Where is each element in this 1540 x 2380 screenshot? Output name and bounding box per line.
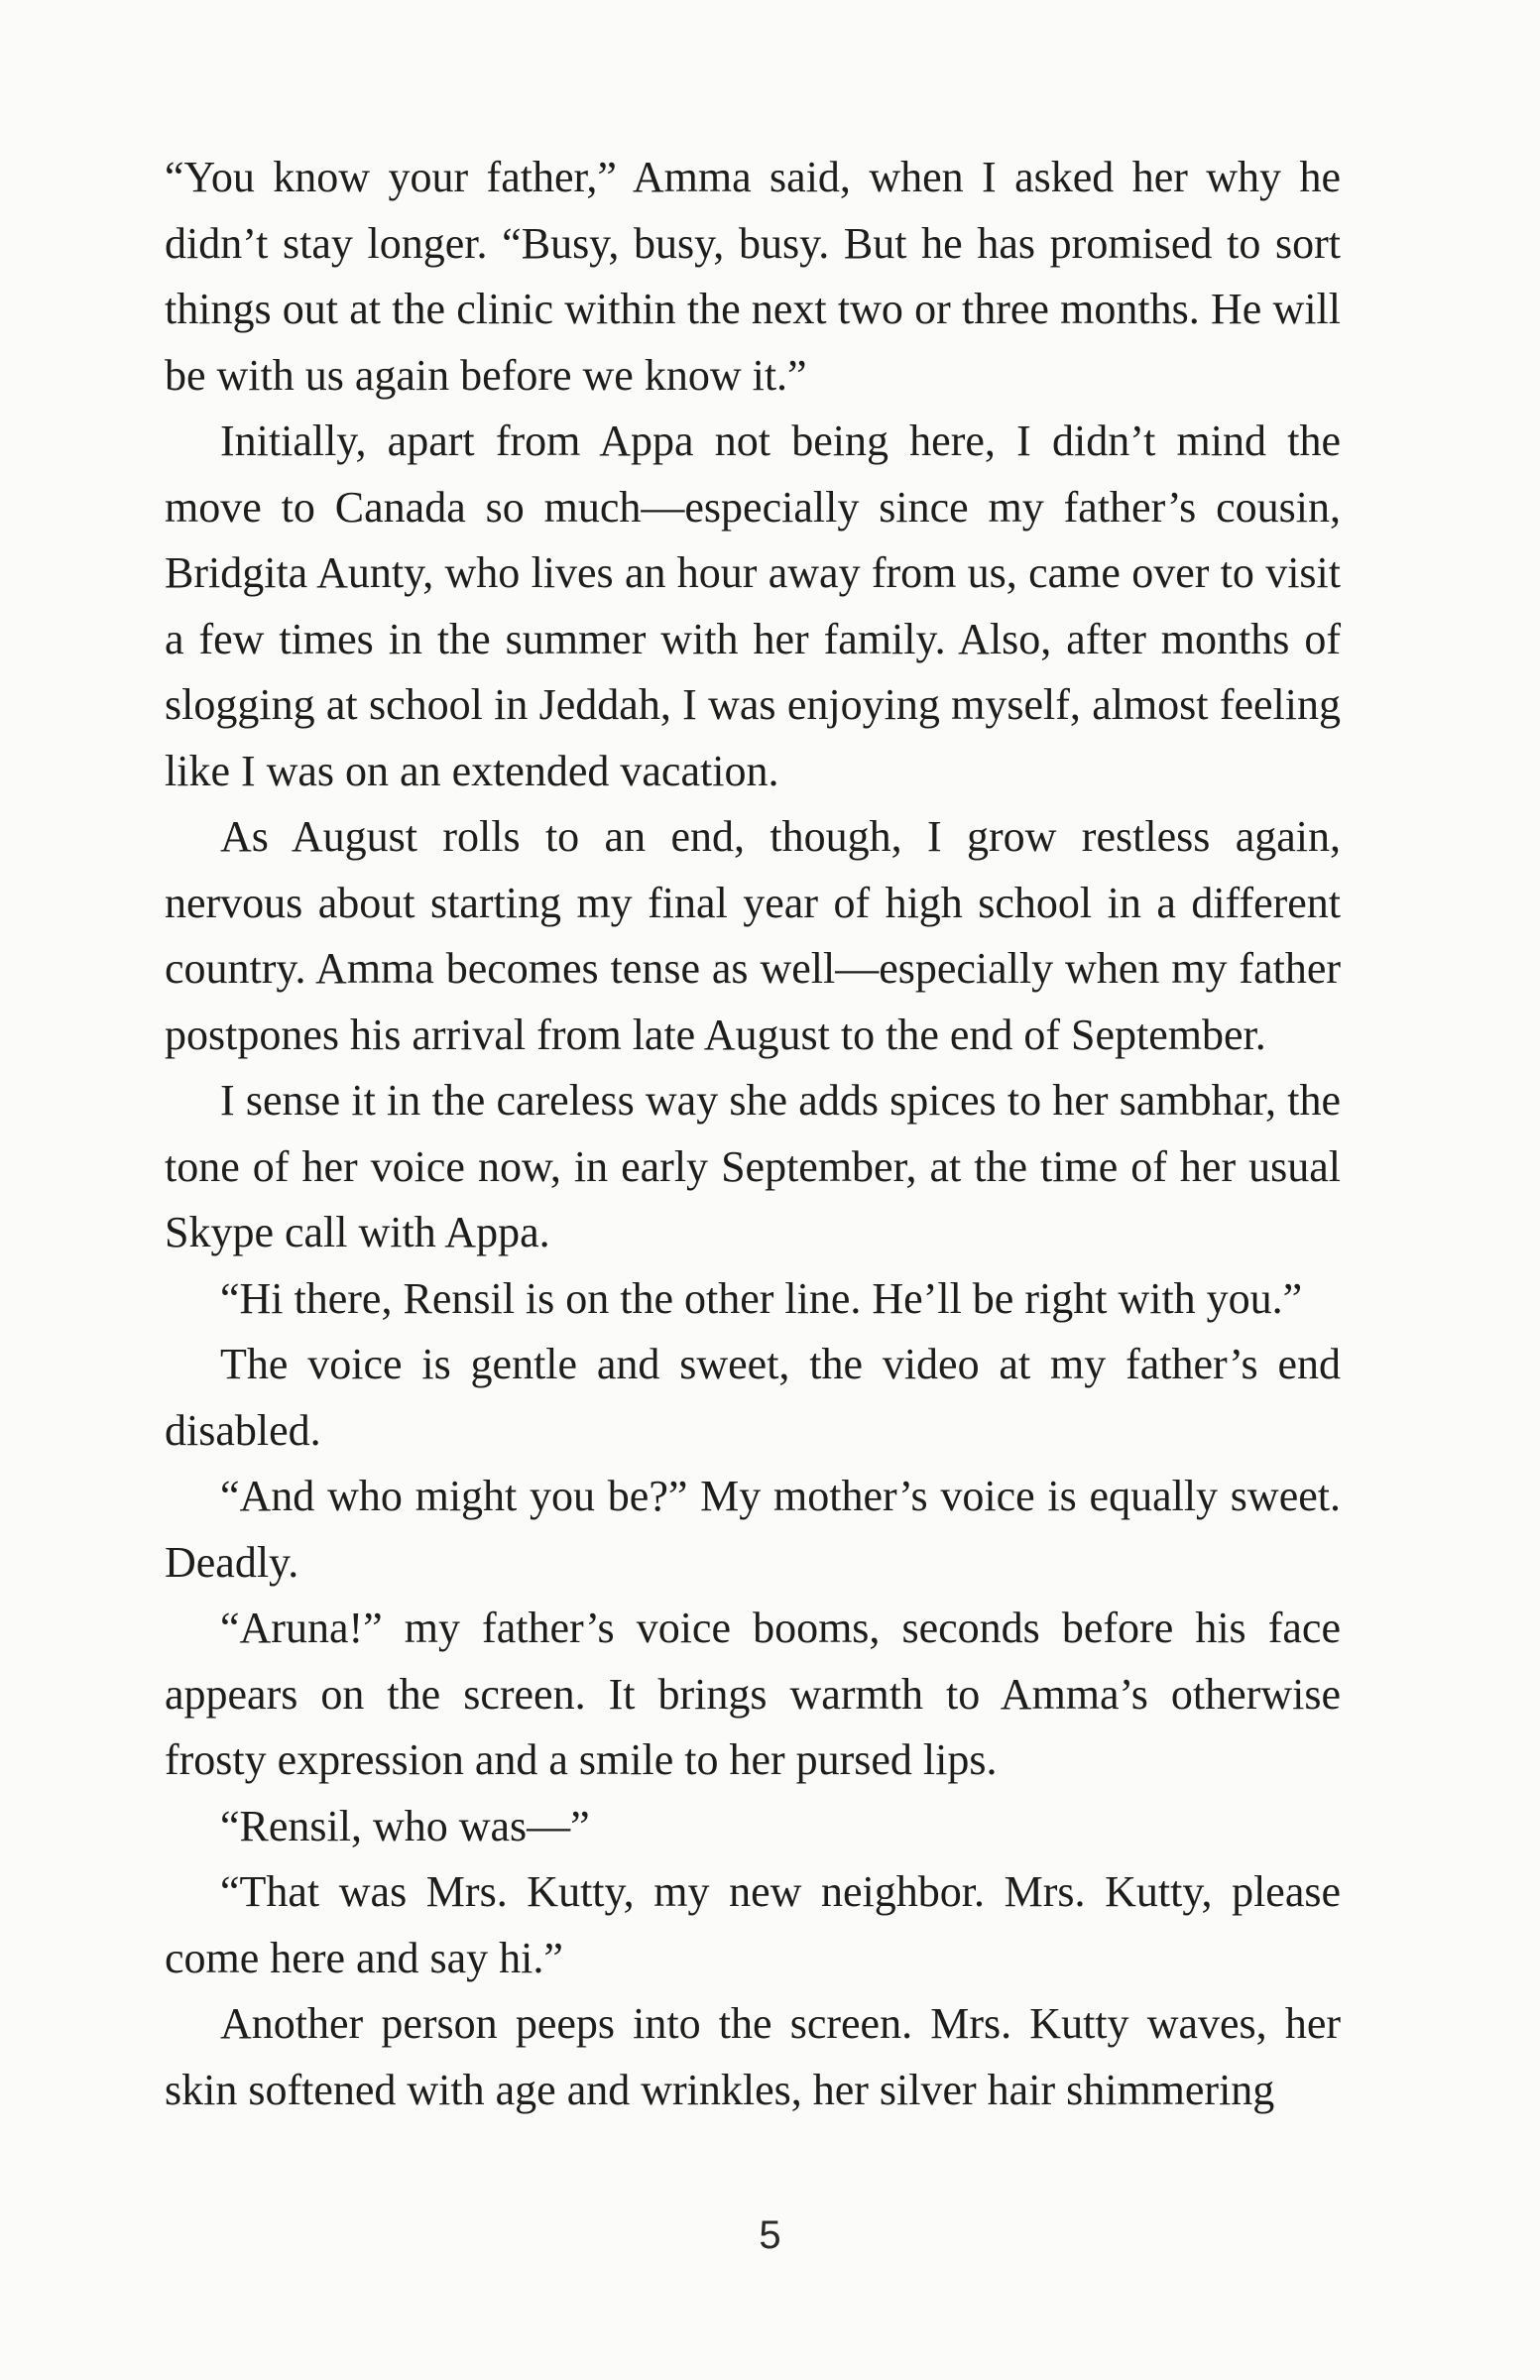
paragraph: The voice is gentle and sweet, the video at my father’s end disabled. [165, 1340, 1341, 1455]
paragraph: “That was Mrs. Kutty, my new neighbor. Mrs. Kutty, please come here and say hi.” [165, 1867, 1341, 1982]
paragraph: I sense it in the careless way she adds spices to her sambhar, the tone of her voice now, in early September, at the time of her usual Skype call with Appa. [165, 1076, 1341, 1256]
paragraph: “Aruna!” my father’s voice booms, seconds before his face appears on the screen. It brings warmth to Amma’s otherwise frosty expression and a smile to her pursed lips. [165, 1604, 1341, 1784]
paragraph: Another person peeps into the screen. Mrs. Kutty waves, her skin softened with age and wrinkles, her silver hair shimmering [165, 1999, 1341, 2114]
paragraph: “Rensil, who was—” [220, 1801, 590, 1850]
page-number: 5 [759, 2213, 781, 2257]
body-text [165, 145, 1341, 2123]
paragraph: As August rolls to an end, though, I grow restless again, nervous about starting my final year of high school in a different country. Amma becomes tense as well—especially when my father postpones his arrival from late August to the end of September. [165, 812, 1341, 1059]
paragraph: “And who might you be?” My mother’s voice is equally sweet. Deadly. [165, 1472, 1341, 1587]
paragraph: “Hi there, Rensil is on the other line. He’ll be right with you.” [220, 1273, 1303, 1323]
paragraph: Initially, apart from Appa not being here, I didn’t mind the move to Canada so much—especially since my father’s cousin, Bridgita Aunty, who lives an hour away from us, came over to visit a few times in the summer with her family. Also, after months of slogging at school in Jeddah, I was enjoying myself, almost feeling like I was on an extended vacation. [165, 416, 1341, 795]
paragraph: “You know your father,” Amma said, when I asked her why he didn’t stay longer. “Busy, busy, busy. But he has promised to sort things out at the clinic within the next two or three months. He will be with us again before we know it.” [165, 153, 1341, 400]
